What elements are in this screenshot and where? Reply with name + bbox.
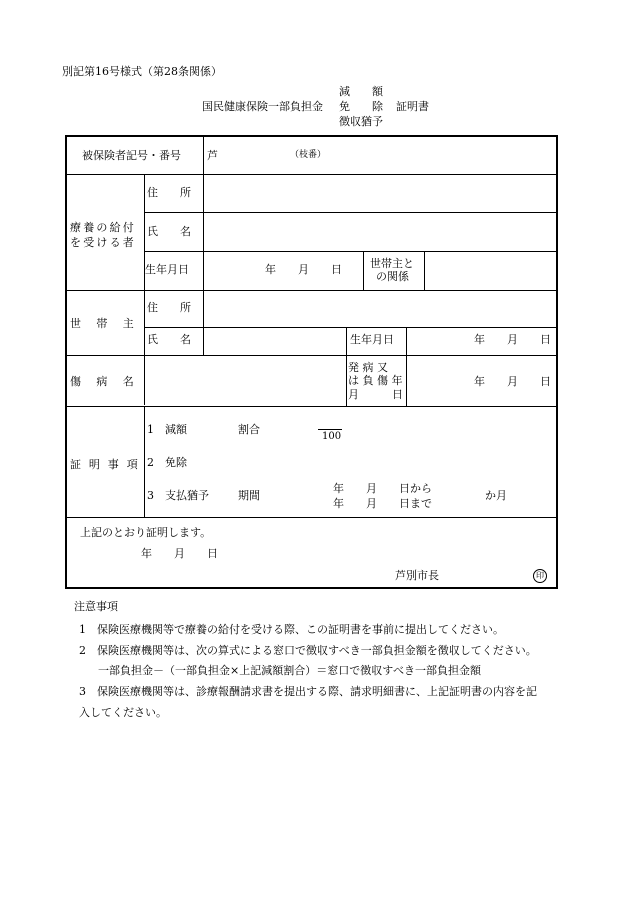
title-option-deferral: 徴収猶予 (339, 115, 383, 128)
recipient-section-label-2: を受ける者 (70, 236, 136, 249)
issuer-name: 芦別市長 (395, 569, 439, 582)
period-start: 年 月 日から (333, 482, 432, 495)
insured-branch-label: （枝番） (290, 150, 327, 160)
deferral-period-label: 期間 (238, 489, 260, 502)
note-item-3: 3 保険医療機関等は、診療報酬請求書を提出する際、請求明細書に、上記証明書の内容を記 (79, 685, 537, 698)
title-prefix: 国民健康保険一部負担金 (202, 100, 323, 113)
period-end: 年 月 日まで (333, 497, 432, 510)
title-option-exemption: 免 除 (339, 100, 383, 113)
certification-date: 年 月 日 (141, 547, 218, 560)
onset-date-value: 年 月 日 (474, 375, 551, 388)
relation-label-2: の関係 (376, 270, 409, 283)
title-suffix: 証明書 (396, 100, 429, 113)
reduction-ratio-label: 割合 (238, 423, 260, 436)
note-formula: 一部負担金－（一部負担金×上記減額割合）＝窓口で徴収すべき一部負担金額 (98, 664, 481, 677)
seal-icon: 印 (533, 569, 547, 583)
onset-label-3: 月 日 (348, 388, 403, 401)
ratio-denominator: 100 (322, 431, 342, 442)
deferral-item: 3 支払猶予 (147, 489, 209, 502)
note-item-1: 1 保険医療機関等で療養の給付を受ける際、この証明書を事前に提出してください。 (79, 623, 504, 636)
onset-label: 発 病 又 (348, 361, 388, 374)
insured-id-prefix: 芦 (207, 149, 218, 162)
certification-label: 証 明 事 項 (70, 458, 140, 471)
exemption-item: 2 免除 (147, 456, 187, 469)
note-item-2: 2 保険医療機関等は、次の算式による窓口で徴収すべき一部負担金額を徴収してください。 (79, 644, 537, 657)
householder-dob-label: 生年月日 (350, 333, 394, 346)
certification-statement: 上記のとおり証明します。 (80, 526, 212, 539)
reduction-item: 1 減額 (147, 423, 187, 436)
notes-heading: 注意事項 (74, 600, 118, 613)
period-months: か月 (485, 489, 507, 502)
recipient-dob-value: 年 月 日 (265, 263, 342, 276)
ratio-fraction-line (318, 429, 342, 430)
insured-id-label: 被保険者記号・番号 (82, 149, 181, 162)
certificate-form (65, 135, 558, 589)
householder-name-label: 氏 名 (147, 333, 191, 346)
onset-label-2: は 負 傷 年 (348, 374, 403, 387)
householder-address-label: 住 所 (147, 301, 191, 314)
recipient-section-label: 療養の給付 (70, 221, 136, 234)
relation-label: 世帯主と (370, 257, 414, 270)
form-number: 別記第16号様式（第28条関係） (62, 65, 222, 78)
note-item-3-cont: 入してください。 (79, 706, 167, 719)
householder-dob-value: 年 月 日 (474, 333, 551, 346)
title-option-reduction: 減 額 (339, 85, 383, 98)
recipient-dob-label: 生年月日 (145, 263, 189, 276)
recipient-address-label: 住 所 (147, 186, 191, 199)
illness-label: 傷 病 名 (70, 375, 136, 388)
householder-section-label: 世 帯 主 (70, 317, 136, 330)
recipient-name-label: 氏 名 (147, 225, 191, 238)
